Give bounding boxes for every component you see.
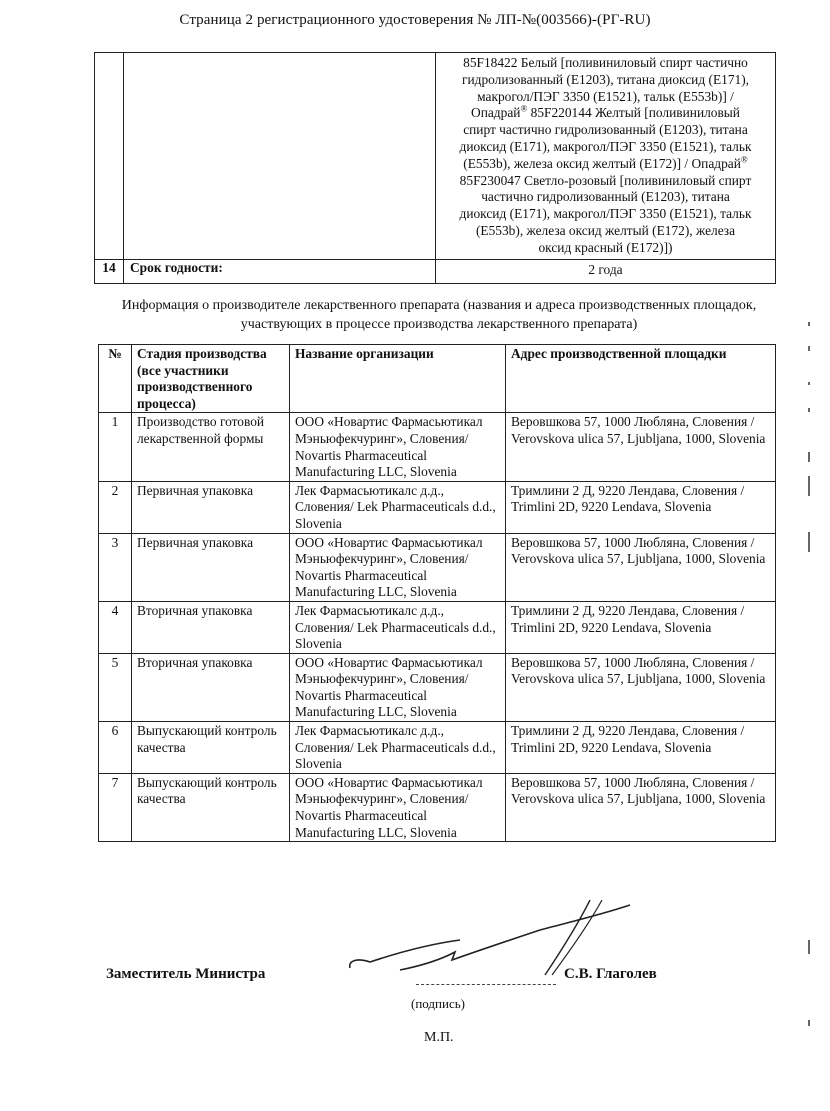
- expiry-row-number: 14: [95, 259, 124, 283]
- composition-line: 85F230047 Светло-розовый [поливиниловый спирт: [459, 172, 752, 188]
- table-row: [99, 413, 776, 481]
- signatory-title: Заместитель Министра: [106, 966, 266, 982]
- row-stage: Выпускающий контроль качества: [132, 773, 290, 841]
- row-stage: Вторичная упаковка: [132, 653, 290, 721]
- composition-line: макрогол/ПЭГ 3350 (E1521), тальк (E553b)] /: [477, 88, 734, 104]
- expiry-row: [95, 259, 776, 283]
- row-organization: Лек Фармасьютикалс д.д., Словения/ Lek Pharmaceuticals d.d., Slovenia: [290, 481, 506, 533]
- heading-line: участвующих в процессе производства лекарственного препарата): [240, 317, 638, 332]
- composition-line: 85F220144 Желтый [поливиниловый: [527, 105, 740, 121]
- row-organization: Лек Фармасьютикалс д.д., Словения/ Lek Pharmaceuticals d.d., Slovenia: [290, 601, 506, 653]
- row-number: 2: [99, 481, 132, 533]
- composition-line: (E553b), железа оксид желтый (E172), железа: [475, 222, 736, 238]
- row-address: Веровшкова 57, 1000 Любляна, Словения / Verovskova ulica 57, Ljubljana, 1000, Slovenia: [506, 413, 776, 481]
- manufacturer-section-heading: [94, 296, 784, 334]
- registered-mark: ®: [520, 103, 528, 114]
- row-organization: ООО «Новартис Фармасьютикал Мэньюфекчуринг», Словения/ Novartis Pharmaceutical Manufacturing LLC, Slovenia: [290, 533, 506, 601]
- row-number: 3: [99, 533, 132, 601]
- row-organization: ООО «Новартис Фармасьютикал Мэньюфекчуринг», Словения/ Novartis Pharmaceutical Manufacturing LLC, Slovenia: [290, 653, 506, 721]
- composition-line: (E553b), железа оксид желтый (E172)] / Опадрай: [463, 155, 741, 171]
- signature-line: [416, 984, 556, 985]
- row-stage: Вторичная упаковка: [132, 601, 290, 653]
- composition-line: оксид красный (E172)]): [538, 239, 673, 255]
- page-header: Страница 2 регистрационного удостоверения № ЛП-№(003566)-(РГ-RU): [179, 12, 651, 28]
- heading-line: Информация о производителе лекарственного препарата (названия и адреса производственных площадок,: [121, 298, 757, 313]
- expiry-value: 2 года: [436, 259, 776, 283]
- table-row: [99, 601, 776, 653]
- composition-line: Опадрай: [471, 105, 521, 121]
- row-number: 4: [99, 601, 132, 653]
- row-organization: ООО «Новартис Фармасьютикал Мэньюфекчуринг», Словения/ Novartis Pharmaceutical Manufacturing LLC, Slovenia: [290, 413, 506, 481]
- row-number-cell: [95, 53, 124, 260]
- table-row: [99, 533, 776, 601]
- row-stage: Первичная упаковка: [132, 481, 290, 533]
- column-header-stage: Стадия производства (все участники производственного процесса): [132, 345, 290, 413]
- row-address: Тримлини 2 Д, 9220 Лендава, Словения / Trimlini 2D, 9220 Lendava, Slovenia: [506, 481, 776, 533]
- scan-margin-marks: [808, 300, 814, 1060]
- row-number: 7: [99, 773, 132, 841]
- row-address: Тримлини 2 Д, 9220 Лендава, Словения / Trimlini 2D, 9220 Lendava, Slovenia: [506, 601, 776, 653]
- row-address: Веровшкова 57, 1000 Любляна, Словения / Verovskova ulica 57, Ljubljana, 1000, Slovenia: [506, 653, 776, 721]
- row-organization: Лек Фармасьютикалс д.д., Словения/ Lek Pharmaceuticals d.d., Slovenia: [290, 722, 506, 774]
- composition-continuation-row: [95, 53, 776, 260]
- row-organization: ООО «Новартис Фармасьютикал Мэньюфекчуринг», Словения/ Novartis Pharmaceutical Manufacturing LLC, Slovenia: [290, 773, 506, 841]
- row-stage: Первичная упаковка: [132, 533, 290, 601]
- column-header-number: №: [99, 345, 132, 413]
- composition-table: [94, 52, 776, 284]
- composition-line: гидролизованный (E1203), титана диоксид (E171),: [461, 71, 750, 87]
- stamp-label: М.П.: [424, 1030, 454, 1045]
- row-number: 6: [99, 722, 132, 774]
- composition-line: диоксид (E171), макрогол/ПЭГ 3350 (E1521), тальк: [459, 206, 752, 222]
- table-row: [99, 773, 776, 841]
- table-row: [99, 653, 776, 721]
- composition-line: 85F18422 Белый [поливиниловый спирт частично: [463, 55, 748, 70]
- row-address: Веровшкова 57, 1000 Любляна, Словения / Verovskova ulica 57, Ljubljana, 1000, Slovenia: [506, 533, 776, 601]
- row-stage: Производство готовой лекарственной формы: [132, 413, 290, 481]
- row-label-cell: [124, 53, 436, 260]
- expiry-label: Срок годности:: [124, 259, 436, 283]
- row-number: 1: [99, 413, 132, 481]
- table-row: [99, 481, 776, 533]
- manufacturer-table-header: [99, 345, 776, 413]
- manufacturer-table: [98, 344, 776, 842]
- composition-line: частично гидролизованный (E1203), титана: [481, 189, 730, 205]
- composition-line: диоксид (E171), макрогол/ПЭГ 3350 (E1521), тальк: [459, 138, 752, 154]
- table-row: [99, 722, 776, 774]
- row-address: Веровшкова 57, 1000 Любляна, Словения / Verovskova ulica 57, Ljubljana, 1000, Slovenia: [506, 773, 776, 841]
- column-header-address: Адрес производственной площадки: [506, 345, 776, 413]
- row-stage: Выпускающий контроль качества: [132, 722, 290, 774]
- signatory-name: С.В. Глаголев: [564, 966, 657, 982]
- signature-caption: (подпись): [411, 996, 465, 1011]
- composition-line: спирт частично гидролизованный (E1203), титана: [463, 122, 748, 138]
- row-number: 5: [99, 653, 132, 721]
- column-header-organization: Название организации: [290, 345, 506, 413]
- row-address: Тримлини 2 Д, 9220 Лендава, Словения / Trimlini 2D, 9220 Lendava, Slovenia: [506, 722, 776, 774]
- composition-value-cell: [436, 53, 776, 260]
- registered-mark: ®: [740, 154, 748, 165]
